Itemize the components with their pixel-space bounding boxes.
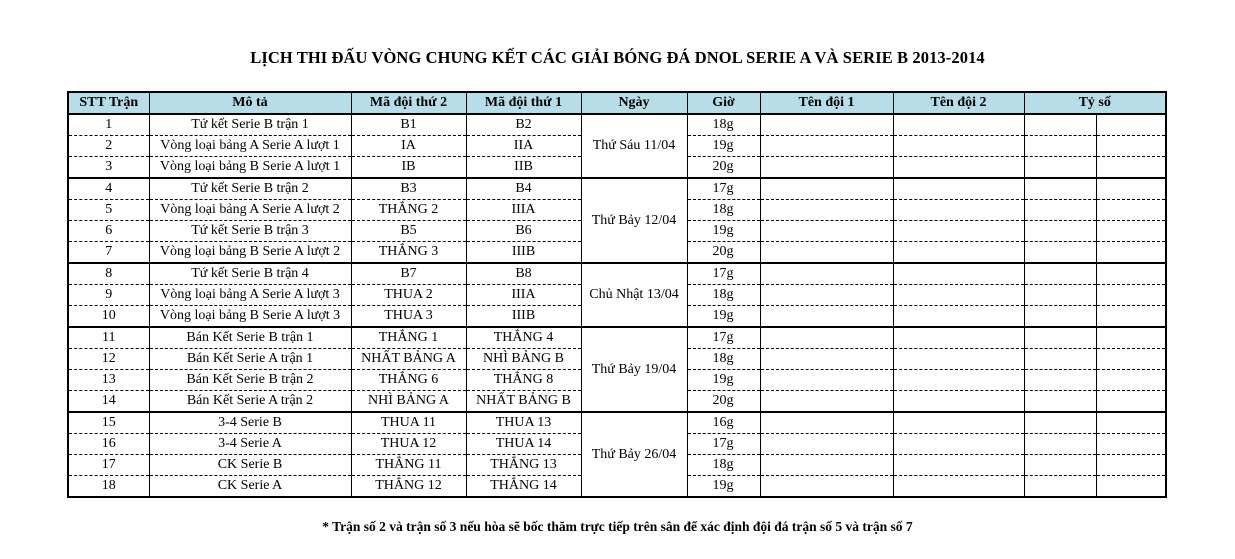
match-time: 17g [687,327,760,349]
team2-code: THUA 3 [351,306,466,328]
match-description: Vòng loại bảng B Serie A lượt 2 [149,242,351,264]
team1-code: THUA 14 [466,434,581,455]
team1-name-cell [760,114,893,136]
match-time: 18g [687,455,760,476]
table-row [68,412,1166,434]
team1-code: B4 [466,178,581,200]
team1-code: THẮNG 8 [466,370,581,391]
match-number: 6 [68,221,149,242]
score-team2-cell [1096,221,1166,242]
match-time: 17g [687,434,760,455]
team2-code: THẮNG 12 [351,476,466,498]
match-time: 17g [687,178,760,200]
header-description: Mô tả [149,92,351,114]
team1-name-cell [760,349,893,370]
team1-code: B8 [466,263,581,285]
match-number: 8 [68,263,149,285]
team2-name-cell [893,391,1024,413]
score-team2-cell [1096,178,1166,200]
team1-name-cell [760,434,893,455]
team1-code: THẮNG 13 [466,455,581,476]
score-team1-cell [1024,136,1096,157]
team2-name-cell [893,157,1024,179]
table-row [68,114,1166,136]
score-team2-cell [1096,114,1166,136]
match-time: 17g [687,263,760,285]
match-number: 16 [68,434,149,455]
match-number: 12 [68,349,149,370]
team1-code: B2 [466,114,581,136]
team1-name-cell [760,455,893,476]
score-team1-cell [1024,200,1096,221]
match-description: Tứ kết Serie B trận 2 [149,178,351,200]
team2-name-cell [893,263,1024,285]
score-team2-cell [1096,412,1166,434]
match-number: 1 [68,114,149,136]
team1-name-cell [760,412,893,434]
match-time: 20g [687,157,760,179]
header-team1-code: Mã đội thứ 1 [466,92,581,114]
team2-name-cell [893,476,1024,498]
match-time: 18g [687,285,760,306]
score-team2-cell [1096,391,1166,413]
match-description: Bán Kết Serie A trận 2 [149,391,351,413]
team2-name-cell [893,221,1024,242]
match-time: 18g [687,114,760,136]
match-description: Vòng loại bảng B Serie A lượt 1 [149,157,351,179]
team1-code: IIIB [466,242,581,264]
header-time: Giờ [687,92,760,114]
match-description: Tứ kết Serie B trận 3 [149,221,351,242]
team1-name-cell [760,242,893,264]
score-team2-cell [1096,242,1166,264]
team1-code: IIA [466,136,581,157]
team2-code: B7 [351,263,466,285]
team1-code: THẮNG 4 [466,327,581,349]
team1-name-cell [760,221,893,242]
match-description: Vòng loại bảng A Serie A lượt 2 [149,200,351,221]
score-team2-cell [1096,136,1166,157]
score-team2-cell [1096,306,1166,328]
match-time: 18g [687,200,760,221]
team2-name-cell [893,242,1024,264]
score-team1-cell [1024,263,1096,285]
footnote: * Trận số 2 và trận số 3 nếu hòa sẽ bốc thăm trực tiếp trên sân để xác định đội đá trận số 5 và trận số 7 [322,519,913,534]
team1-name-cell [760,200,893,221]
team2-code: THUA 11 [351,412,466,434]
team2-name-cell [893,285,1024,306]
match-day: Thứ Sáu 11/04 [581,114,687,178]
schedule-body [68,114,1166,497]
match-description: CK Serie B [149,455,351,476]
match-description: Vòng loại bảng B Serie A lượt 3 [149,306,351,328]
match-description: Tứ kết Serie B trận 4 [149,263,351,285]
match-number: 18 [68,476,149,498]
match-time: 19g [687,370,760,391]
match-day: Thứ Bảy 19/04 [581,327,687,412]
team2-name-cell [893,114,1024,136]
score-team1-cell [1024,476,1096,498]
match-number: 14 [68,391,149,413]
schedule-table [67,91,1167,498]
score-team2-cell [1096,434,1166,455]
team2-code: THẮNG 6 [351,370,466,391]
team1-code: IIIA [466,285,581,306]
match-number: 4 [68,178,149,200]
match-time: 18g [687,349,760,370]
team2-name-cell [893,136,1024,157]
team2-name-cell [893,370,1024,391]
header-date: Ngày [581,92,687,114]
match-number: 5 [68,200,149,221]
score-team2-cell [1096,476,1166,498]
table-row [68,263,1166,285]
header-row [68,92,1166,114]
match-time: 16g [687,412,760,434]
score-team2-cell [1096,370,1166,391]
match-number: 17 [68,455,149,476]
team2-code: THẮNG 11 [351,455,466,476]
team2-name-cell [893,412,1024,434]
team1-name-cell [760,263,893,285]
score-team2-cell [1096,200,1166,221]
team2-code: B3 [351,178,466,200]
team1-name-cell [760,370,893,391]
match-time: 20g [687,391,760,413]
team1-code: B6 [466,221,581,242]
match-time: 19g [687,221,760,242]
team1-name-cell [760,391,893,413]
score-team1-cell [1024,178,1096,200]
team1-name-cell [760,327,893,349]
team1-name-cell [760,306,893,328]
score-team2-cell [1096,263,1166,285]
team2-code: THẮNG 3 [351,242,466,264]
match-time: 19g [687,306,760,328]
match-number: 11 [68,327,149,349]
team2-code: IA [351,136,466,157]
match-description: 3-4 Serie B [149,412,351,434]
score-team2-cell [1096,157,1166,179]
team2-code: NHẤT BẢNG A [351,349,466,370]
page-title: LỊCH THI ĐẤU VÒNG CHUNG KẾT CÁC GIẢI BÓNG ĐÁ DNOL SERIE A VÀ SERIE B 2013-2014 [250,48,985,67]
team1-code: IIB [466,157,581,179]
team2-code: THUA 2 [351,285,466,306]
team1-code: IIIA [466,200,581,221]
match-time: 20g [687,242,760,264]
match-day: Thứ Bảy 26/04 [581,412,687,497]
team2-code: THUA 12 [351,434,466,455]
match-time: 19g [687,476,760,498]
match-day: Thứ Bảy 12/04 [581,178,687,263]
score-team1-cell [1024,242,1096,264]
match-number: 7 [68,242,149,264]
header-team2-name: Tên đội 2 [893,92,1024,114]
score-team2-cell [1096,455,1166,476]
team1-code: THUA 13 [466,412,581,434]
score-team2-cell [1096,285,1166,306]
team2-code: IB [351,157,466,179]
score-team1-cell [1024,434,1096,455]
match-description: Vòng loại bảng A Serie A lượt 1 [149,136,351,157]
match-number: 15 [68,412,149,434]
team1-code: NHÌ BẢNG B [466,349,581,370]
match-description: Bán Kết Serie A trận 1 [149,349,351,370]
table-row [68,178,1166,200]
match-description: Vòng loại bảng A Serie A lượt 3 [149,285,351,306]
team2-code: NHÌ BẢNG A [351,391,466,413]
team2-name-cell [893,455,1024,476]
match-description: Bán Kết Serie B trận 2 [149,370,351,391]
score-team1-cell [1024,157,1096,179]
team1-name-cell [760,157,893,179]
team2-name-cell [893,200,1024,221]
score-team2-cell [1096,349,1166,370]
team2-code: B5 [351,221,466,242]
team2-code: THẮNG 2 [351,200,466,221]
header-score: Tỷ số [1024,92,1166,114]
team2-name-cell [893,306,1024,328]
score-team1-cell [1024,455,1096,476]
match-description: CK Serie A [149,476,351,498]
team2-name-cell [893,349,1024,370]
score-team1-cell [1024,370,1096,391]
header-team2-code: Mã đội thứ 2 [351,92,466,114]
match-description: 3-4 Serie A [149,434,351,455]
team1-name-cell [760,136,893,157]
header-match-no: STT Trận [68,92,149,114]
match-time: 19g [687,136,760,157]
match-number: 13 [68,370,149,391]
score-team1-cell [1024,412,1096,434]
score-team1-cell [1024,349,1096,370]
team1-code: NHẤT BẢNG B [466,391,581,413]
score-team1-cell [1024,327,1096,349]
team2-code: B1 [351,114,466,136]
team2-name-cell [893,434,1024,455]
score-team2-cell [1096,327,1166,349]
match-description: Bán Kết Serie B trận 1 [149,327,351,349]
match-number: 2 [68,136,149,157]
team2-code: THẮNG 1 [351,327,466,349]
team1-code: THẮNG 14 [466,476,581,498]
team1-name-cell [760,476,893,498]
match-number: 9 [68,285,149,306]
team1-name-cell [760,285,893,306]
score-team1-cell [1024,306,1096,328]
team2-name-cell [893,178,1024,200]
header-team1-name: Tên đội 1 [760,92,893,114]
match-day: Chủ Nhật 13/04 [581,263,687,327]
match-description: Tứ kết Serie B trận 1 [149,114,351,136]
score-team1-cell [1024,285,1096,306]
team2-name-cell [893,327,1024,349]
table-row [68,327,1166,349]
team1-name-cell [760,178,893,200]
match-number: 10 [68,306,149,328]
score-team1-cell [1024,221,1096,242]
match-number: 3 [68,157,149,179]
score-team1-cell [1024,391,1096,413]
score-team1-cell [1024,114,1096,136]
team1-code: IIIB [466,306,581,328]
